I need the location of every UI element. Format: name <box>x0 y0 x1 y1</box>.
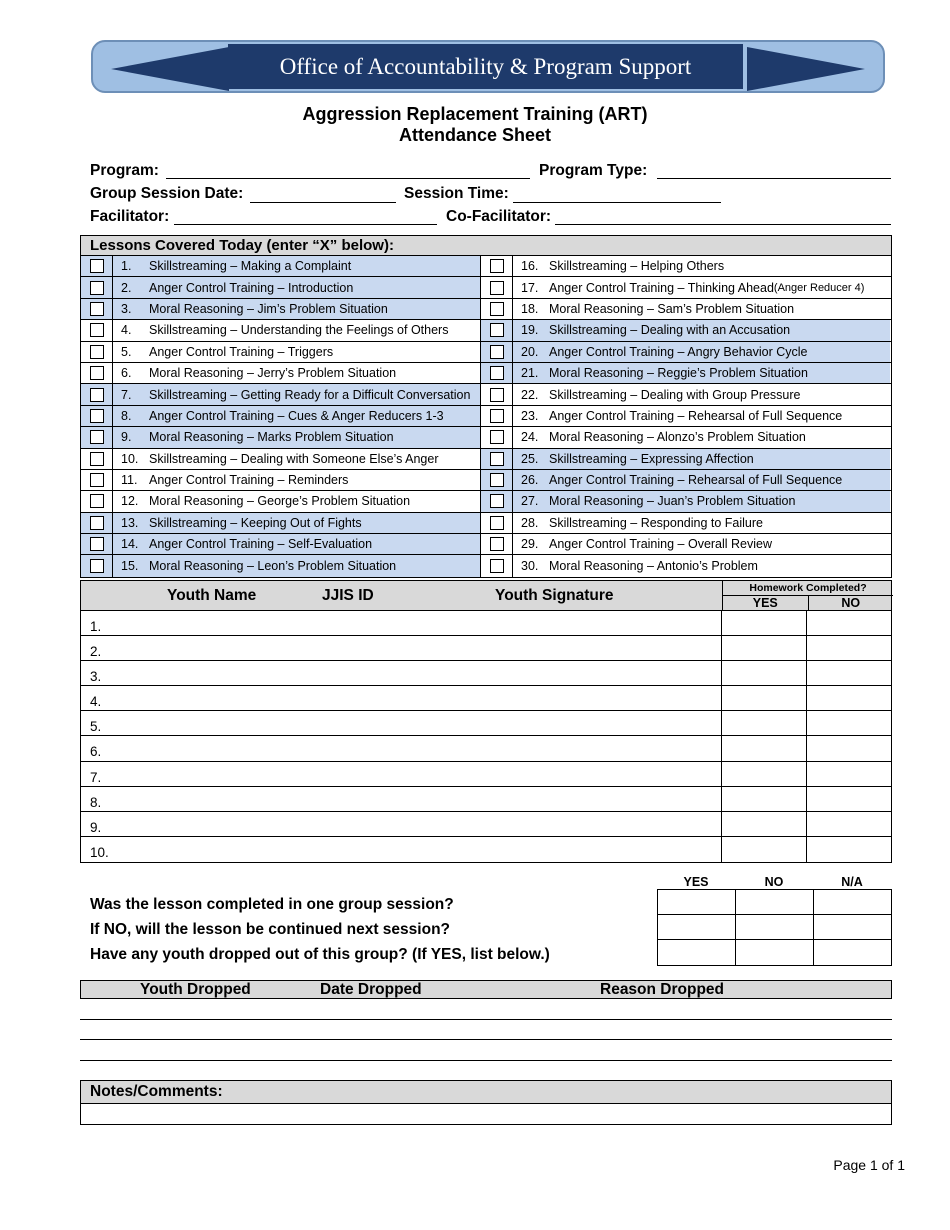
lesson-checkbox-cell[interactable] <box>81 277 113 297</box>
table-row[interactable] <box>81 611 891 636</box>
lesson-number: 6. <box>121 366 132 381</box>
lesson-cell <box>513 406 890 426</box>
q1-no-cell[interactable] <box>736 890 814 914</box>
lesson-cell <box>513 555 890 576</box>
lesson-row <box>81 277 891 298</box>
lesson-number: 17. <box>521 280 539 295</box>
lesson-label: Anger Control Training – Thinking Ahead <box>549 280 774 295</box>
lesson-number: 12. <box>121 494 139 509</box>
lesson-cell <box>513 470 890 490</box>
homework-no-cell[interactable] <box>807 611 891 635</box>
lesson-cell <box>513 363 890 383</box>
lesson-row <box>81 555 891 576</box>
lesson-number: 24. <box>521 430 539 445</box>
homework-no-cell[interactable] <box>807 787 891 811</box>
lesson-label: Skillstreaming – Keeping Out of Fights <box>149 515 362 530</box>
homework-no-cell[interactable] <box>807 837 891 862</box>
homework-yes-cell[interactable] <box>722 711 807 735</box>
lesson-checkbox[interactable] <box>490 494 504 508</box>
group-session-date-label: Group Session Date: <box>90 185 244 202</box>
dropped-line[interactable] <box>80 1060 892 1061</box>
lesson-number: 22. <box>521 387 539 402</box>
youth-row-number[interactable]: 7. <box>81 762 722 786</box>
lesson-label: Moral Reasoning – Jerry’s Problem Situation <box>149 366 397 381</box>
lesson-label: Anger Control Training – Cues & Anger Reducers 1-3 <box>149 408 444 423</box>
lesson-number: 3. <box>121 301 132 316</box>
lesson-cell <box>113 277 481 297</box>
youth-dropped-header: Youth Dropped <box>140 981 251 998</box>
lessons-header: Lessons Covered Today (enter “X” below): <box>81 236 891 256</box>
lesson-cell <box>113 470 481 490</box>
homework-completed-label: Homework Completed? <box>723 581 893 596</box>
lesson-cell <box>113 406 481 426</box>
lesson-checkbox[interactable] <box>490 409 504 423</box>
lesson-checkbox[interactable] <box>490 281 504 295</box>
lesson-label: Skillstreaming – Expressing Affection <box>549 451 754 466</box>
lesson-number: 4. <box>121 323 132 338</box>
lesson-label: Skillstreaming – Understanding the Feelings of Others <box>149 323 449 338</box>
lesson-label: Anger Control Training – Rehearsal of Full Sequence <box>549 473 843 488</box>
q3-yes-cell[interactable] <box>658 940 736 965</box>
lesson-cell <box>113 449 481 469</box>
lesson-checkbox[interactable] <box>490 473 504 487</box>
lesson-checkbox[interactable] <box>490 388 504 402</box>
question-1: Was the lesson completed in one group session? <box>90 896 454 913</box>
lesson-label: Moral Reasoning – Reggie’s Problem Situation <box>549 366 808 381</box>
notes-label: Notes/Comments: <box>81 1081 891 1104</box>
jjis-id-header: JJIS ID <box>322 587 374 604</box>
lesson-label: Anger Control Training – Introduction <box>149 280 354 295</box>
lesson-label: Moral Reasoning – Sam’s Problem Situation <box>549 301 795 316</box>
lesson-cell <box>513 256 890 276</box>
lesson-number: 28. <box>521 515 539 530</box>
table-row[interactable] <box>81 812 891 837</box>
youth-table-header <box>81 580 891 611</box>
lesson-checkbox-cell[interactable] <box>481 406 513 426</box>
youth-signature-header: Youth Signature <box>495 587 614 604</box>
lesson-label: Moral Reasoning – Alonzo’s Problem Situation <box>549 430 806 445</box>
lesson-cell <box>113 342 481 362</box>
lesson-checkbox-cell[interactable] <box>481 449 513 469</box>
homework-no-cell[interactable] <box>807 762 891 786</box>
q1-yes-cell[interactable] <box>658 890 736 914</box>
notes-box[interactable] <box>80 1080 892 1125</box>
lesson-number: 2. <box>121 280 132 295</box>
lesson-row <box>81 320 891 341</box>
q2-no-cell[interactable] <box>736 915 814 939</box>
youth-table <box>80 580 892 863</box>
lesson-number: 14. <box>121 537 139 552</box>
homework-no-cell[interactable] <box>807 636 891 660</box>
homework-yes-cell[interactable] <box>722 686 807 710</box>
lesson-cell <box>513 277 890 297</box>
lesson-number: 27. <box>521 494 539 509</box>
lesson-checkbox-cell[interactable] <box>481 555 513 576</box>
youth-name-header: Youth Name <box>167 587 257 604</box>
lesson-cell <box>513 513 890 533</box>
lesson-number: 26. <box>521 473 539 488</box>
lesson-number: 7. <box>121 387 132 402</box>
lesson-number: 23. <box>521 408 539 423</box>
lessons-table <box>80 235 892 578</box>
lesson-checkbox-cell[interactable] <box>81 299 113 319</box>
lesson-checkbox-cell[interactable] <box>481 513 513 533</box>
lesson-cell <box>513 384 890 404</box>
lesson-number: 11. <box>121 473 138 488</box>
youth-row-number[interactable]: 9. <box>81 812 722 836</box>
homework-no-header: NO <box>841 596 861 610</box>
lesson-checkbox[interactable] <box>490 345 504 359</box>
youth-row-number[interactable]: 1. <box>81 611 722 635</box>
lesson-checkbox-cell[interactable] <box>481 384 513 404</box>
lesson-checkbox-cell[interactable] <box>81 427 113 447</box>
lesson-cell <box>513 427 890 447</box>
lesson-cell <box>513 534 890 554</box>
lesson-cell <box>513 342 890 362</box>
homework-no-cell[interactable] <box>807 661 891 685</box>
lesson-checkbox[interactable] <box>490 559 504 573</box>
lesson-label: Moral Reasoning – George’s Problem Situation <box>149 494 411 509</box>
lesson-checkbox-cell[interactable] <box>81 491 113 511</box>
lesson-checkbox-cell[interactable] <box>481 470 513 490</box>
youth-row-number[interactable]: 4. <box>81 686 722 710</box>
lesson-number: 15. <box>121 559 139 574</box>
homework-yes-cell[interactable] <box>722 762 807 786</box>
table-row[interactable] <box>81 711 891 736</box>
homework-yes-cell[interactable] <box>722 787 807 811</box>
homework-yes-cell[interactable] <box>722 636 807 660</box>
lesson-checkbox-cell[interactable] <box>481 277 513 297</box>
lesson-checkbox[interactable] <box>490 430 504 444</box>
lesson-checkbox[interactable] <box>90 559 104 573</box>
lesson-checkbox[interactable] <box>90 516 104 530</box>
lesson-checkbox-cell[interactable] <box>81 470 113 490</box>
q2-na-cell[interactable] <box>814 915 891 939</box>
lesson-label: Moral Reasoning – Juan’s Problem Situation <box>549 494 796 509</box>
lesson-label: Anger Control Training – Rehearsal of Full Sequence <box>549 408 843 423</box>
table-row[interactable] <box>81 686 891 711</box>
lesson-checkbox[interactable] <box>490 452 504 466</box>
lesson-checkbox-cell[interactable] <box>81 384 113 404</box>
lesson-cell <box>513 299 890 319</box>
lesson-cell <box>113 427 481 447</box>
facilitator-label: Facilitator: <box>90 208 170 225</box>
lesson-row <box>81 342 891 363</box>
lesson-row <box>81 427 891 448</box>
q-no-header: NO <box>764 875 784 889</box>
session-time-label: Session Time: <box>404 185 509 202</box>
lesson-note: (Anger Reducer 4) <box>773 281 865 294</box>
lesson-label: Anger Control Training – Overall Review <box>549 537 773 552</box>
lesson-checkbox[interactable] <box>90 366 104 380</box>
facilitator-field[interactable] <box>174 224 437 225</box>
lesson-checkbox-cell[interactable] <box>81 534 113 554</box>
lesson-checkbox-cell[interactable] <box>481 320 513 340</box>
lesson-cell <box>113 555 481 576</box>
lesson-checkbox[interactable] <box>90 473 104 487</box>
lesson-checkbox[interactable] <box>90 430 104 444</box>
lesson-number: 1. <box>121 259 132 274</box>
lesson-checkbox-cell[interactable] <box>481 299 513 319</box>
lesson-cell <box>113 256 481 276</box>
lesson-checkbox-cell[interactable] <box>81 449 113 469</box>
lesson-cell <box>113 299 481 319</box>
program-label: Program: <box>90 162 159 179</box>
youth-row-number[interactable]: 5. <box>81 711 722 735</box>
lesson-checkbox-cell[interactable] <box>481 342 513 362</box>
homework-yes-cell[interactable] <box>722 837 807 862</box>
lesson-checkbox-cell[interactable] <box>81 342 113 362</box>
homework-header <box>722 581 893 610</box>
homework-yes-cell[interactable] <box>722 736 807 760</box>
youth-row-number[interactable]: 6. <box>81 736 722 760</box>
q-yes-header: YES <box>683 875 709 889</box>
lesson-row <box>81 406 891 427</box>
session-time-field[interactable] <box>513 202 721 203</box>
homework-no-cell[interactable] <box>807 711 891 735</box>
page-subtitle: Attendance Sheet <box>398 125 552 145</box>
lesson-row <box>81 534 891 555</box>
question-2: If NO, will the lesson be continued next session? <box>90 921 451 938</box>
lesson-row <box>81 363 891 384</box>
youth-row-number[interactable]: 8. <box>81 787 722 811</box>
table-row[interactable] <box>81 787 891 812</box>
lesson-number: 13. <box>121 515 139 530</box>
youth-row-number[interactable]: 3. <box>81 661 722 685</box>
lesson-label: Moral Reasoning – Leon’s Problem Situation <box>149 559 397 574</box>
lesson-cell <box>513 491 890 511</box>
lesson-checkbox[interactable] <box>90 323 104 337</box>
lesson-cell <box>113 384 481 404</box>
question-answer-grid <box>657 889 892 966</box>
lesson-label: Skillstreaming – Helping Others <box>549 259 725 274</box>
dropped-line[interactable] <box>80 1019 892 1020</box>
table-row[interactable] <box>81 661 891 686</box>
lesson-checkbox-cell[interactable] <box>481 256 513 276</box>
homework-yes-cell[interactable] <box>722 661 807 685</box>
q3-no-cell[interactable] <box>736 940 814 965</box>
lesson-checkbox-cell[interactable] <box>81 320 113 340</box>
header-banner <box>91 40 885 93</box>
lesson-checkbox-cell[interactable] <box>81 406 113 426</box>
lesson-cell <box>113 320 481 340</box>
lesson-checkbox-cell[interactable] <box>81 363 113 383</box>
lesson-checkbox[interactable] <box>490 516 504 530</box>
lesson-checkbox[interactable] <box>90 537 104 551</box>
lesson-row <box>81 470 891 491</box>
table-row[interactable] <box>81 736 891 761</box>
lesson-label: Skillstreaming – Responding to Failure <box>549 515 763 530</box>
lesson-row <box>81 513 891 534</box>
banner-title: Office of Accountability & Program Support <box>228 44 743 89</box>
lesson-checkbox-cell[interactable] <box>81 555 113 576</box>
lesson-checkbox-cell[interactable] <box>481 363 513 383</box>
lesson-label: Anger Control Training – Angry Behavior Cycle <box>549 344 808 359</box>
q1-na-cell[interactable] <box>814 890 891 914</box>
homework-yes-cell[interactable] <box>722 812 807 836</box>
lesson-checkbox[interactable] <box>90 302 104 316</box>
program-field[interactable] <box>166 178 530 179</box>
lesson-checkbox[interactable] <box>490 259 504 273</box>
table-row[interactable] <box>81 636 891 661</box>
banner-left-arrow <box>111 47 229 91</box>
lesson-checkbox[interactable] <box>90 281 104 295</box>
lesson-cell <box>513 320 890 340</box>
lesson-number: 20. <box>521 344 539 359</box>
lesson-label: Moral Reasoning – Marks Problem Situation <box>149 430 394 445</box>
lesson-number: 30. <box>521 559 539 574</box>
lesson-number: 29. <box>521 537 539 552</box>
lesson-number: 8. <box>121 408 132 423</box>
q2-yes-cell[interactable] <box>658 915 736 939</box>
youth-row-number[interactable]: 2. <box>81 636 722 660</box>
lesson-number: 19. <box>521 323 539 338</box>
question-3: Have any youth dropped out of this group? (If YES, list below.) <box>90 946 550 963</box>
lesson-label: Skillstreaming – Dealing with Someone Else’s Anger <box>149 451 439 466</box>
lesson-checkbox-cell[interactable] <box>481 427 513 447</box>
table-row[interactable] <box>81 837 891 862</box>
lesson-number: 5. <box>121 344 132 359</box>
lesson-number: 18. <box>521 301 539 316</box>
lesson-checkbox-cell[interactable] <box>481 491 513 511</box>
lesson-label: Skillstreaming – Getting Ready for a Difficult Conversation <box>149 387 471 402</box>
lesson-checkbox[interactable] <box>90 388 104 402</box>
homework-no-cell[interactable] <box>807 736 891 760</box>
lesson-label: Moral Reasoning – Antonio’s Problem <box>549 559 758 574</box>
program-type-label: Program Type: <box>539 162 648 179</box>
reason-dropped-header: Reason Dropped <box>600 981 725 998</box>
banner-right-arrow <box>747 47 865 91</box>
lesson-checkbox[interactable] <box>490 366 504 380</box>
lesson-label: Skillstreaming – Making a Complaint <box>149 259 352 274</box>
lesson-label: Skillstreaming – Dealing with an Accusation <box>549 323 791 338</box>
homework-no-cell[interactable] <box>807 686 891 710</box>
lesson-cell <box>113 491 481 511</box>
lesson-checkbox[interactable] <box>90 345 104 359</box>
lesson-row <box>81 491 891 512</box>
table-row[interactable] <box>81 762 891 787</box>
homework-yes-header: YES <box>723 596 809 610</box>
lesson-checkbox-cell[interactable] <box>481 534 513 554</box>
lesson-row <box>81 449 891 470</box>
lesson-row <box>81 256 891 277</box>
q3-na-cell[interactable] <box>814 940 891 965</box>
lesson-cell <box>113 534 481 554</box>
group-session-date-field[interactable] <box>250 202 396 203</box>
page-title: Aggression Replacement Training (ART) <box>302 104 648 124</box>
lesson-checkbox[interactable] <box>90 452 104 466</box>
lesson-cell <box>513 449 890 469</box>
program-type-field[interactable] <box>657 178 891 179</box>
lesson-checkbox[interactable] <box>490 323 504 337</box>
lesson-label: Anger Control Training – Self-Evaluation <box>149 537 373 552</box>
lesson-number: 9. <box>121 430 132 445</box>
dropped-line[interactable] <box>80 1039 892 1040</box>
lesson-row <box>81 384 891 405</box>
lesson-label: Skillstreaming – Dealing with Group Pressure <box>549 387 801 402</box>
lesson-number: 21. <box>521 366 539 381</box>
lesson-label: Moral Reasoning – Jim’s Problem Situation <box>149 301 388 316</box>
co-facilitator-field[interactable] <box>555 224 891 225</box>
lesson-checkbox[interactable] <box>90 259 104 273</box>
dropped-header <box>80 980 892 999</box>
youth-row-number[interactable]: 10. <box>81 837 722 862</box>
lesson-cell <box>113 363 481 383</box>
lesson-cell <box>113 513 481 533</box>
lesson-checkbox-cell[interactable] <box>81 513 113 533</box>
lesson-checkbox[interactable] <box>490 537 504 551</box>
lesson-label: Anger Control Training – Reminders <box>149 473 349 488</box>
lesson-checkbox[interactable] <box>90 494 104 508</box>
co-facilitator-label: Co-Facilitator: <box>446 208 552 225</box>
lesson-number: 16. <box>521 259 539 274</box>
lesson-checkbox[interactable] <box>490 302 504 316</box>
date-dropped-header: Date Dropped <box>320 981 422 998</box>
lesson-label: Anger Control Training – Triggers <box>149 344 334 359</box>
q-na-header: N/A <box>841 875 863 889</box>
page-number: Page 1 of 1 <box>833 1157 905 1173</box>
lesson-row <box>81 299 891 320</box>
lesson-checkbox-cell[interactable] <box>81 256 113 276</box>
lesson-number: 10. <box>121 451 139 466</box>
lesson-number: 25. <box>521 451 539 466</box>
homework-no-cell[interactable] <box>807 812 891 836</box>
homework-yes-cell[interactable] <box>722 611 807 635</box>
lesson-checkbox[interactable] <box>90 409 104 423</box>
